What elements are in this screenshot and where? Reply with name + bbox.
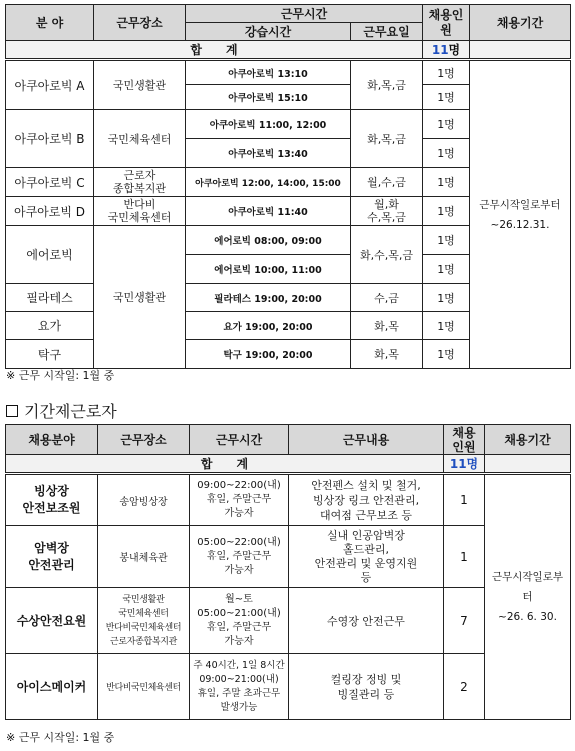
time-cell: 09:00~22:00(내) 휴일, 주말근무 가능자 bbox=[190, 474, 289, 526]
total-label: 합 계 bbox=[6, 41, 423, 60]
total-count: 11명 bbox=[423, 41, 470, 60]
place-cell: 근로자 종합복지관 bbox=[94, 168, 186, 197]
time-cell: 요가 19:00, 20:00 bbox=[186, 312, 351, 340]
count-cell: 1명 bbox=[423, 139, 470, 168]
time-cell: 아쿠아로빅 13:40 bbox=[186, 139, 351, 168]
header-duty: 근무내용 bbox=[289, 425, 444, 455]
duty-cell: 컬링장 정빙 및 빙질관리 등 bbox=[289, 654, 444, 720]
field-cell: 필라테스 bbox=[6, 284, 94, 312]
days-cell: 화,수,목,금 bbox=[351, 226, 423, 284]
field-cell: 빙상장 안전보조원 bbox=[6, 474, 98, 526]
place-cell: 국민생활관 bbox=[94, 60, 186, 110]
place-cell: 국민체육센터 bbox=[94, 110, 186, 168]
time-cell: 05:00~22:00(내) 휴일, 주말근무 가능자 bbox=[190, 526, 289, 588]
days-cell: 화,목,금 bbox=[351, 60, 423, 110]
count-cell: 1명 bbox=[423, 168, 470, 197]
header-place: 근무장소 bbox=[98, 425, 190, 455]
time-cell: 아쿠아로빅 11:40 bbox=[186, 197, 351, 226]
place-cell: 국민생활관 bbox=[94, 226, 186, 369]
time-cell: 아쿠아로빅 13:10 bbox=[186, 60, 351, 85]
period-cell: 근무시작일로부터 ~26. 6. 30. bbox=[485, 474, 571, 720]
time-cell: 에어로빅 08:00, 09:00 bbox=[186, 226, 351, 255]
header-classtime: 강습시간 bbox=[186, 23, 351, 41]
header-time: 근무시간 bbox=[190, 425, 289, 455]
count-cell: 1명 bbox=[423, 284, 470, 312]
time-cell: 탁구 19:00, 20:00 bbox=[186, 340, 351, 369]
field-cell: 아쿠아로빅 A bbox=[6, 60, 94, 110]
count-cell: 1명 bbox=[423, 340, 470, 369]
header-period: 채용기간 bbox=[470, 5, 571, 41]
time-cell: 필라테스 19:00, 20:00 bbox=[186, 284, 351, 312]
section-title: 기간제근로자 bbox=[24, 402, 117, 421]
start-date-note: ※ 근무 시작일: 1월 중 bbox=[6, 731, 115, 744]
time-cell: 주 40시간, 1일 8시간 09:00~21:00(내) 휴일, 주말 초과근무 발생가능 bbox=[190, 654, 289, 720]
count-cell: 1 bbox=[444, 474, 485, 526]
duty-cell: 수영장 안전근무 bbox=[289, 588, 444, 654]
total-count: 11명 bbox=[444, 455, 485, 474]
section-heading bbox=[6, 399, 117, 422]
duty-cell: 실내 인공암벽장 홀드관리, 안전관리 및 운영지원 등 bbox=[289, 526, 444, 588]
time-cell: 월~토 05:00~21:00(내) 휴일, 주말근무 가능자 bbox=[190, 588, 289, 654]
days-cell: 월,화 수,목,금 bbox=[351, 197, 423, 226]
field-cell: 아이스메이커 bbox=[6, 654, 98, 720]
count-cell: 7 bbox=[444, 588, 485, 654]
time-cell: 아쿠아로빅 11:00, 12:00 bbox=[186, 110, 351, 139]
days-cell: 화,목,금 bbox=[351, 110, 423, 168]
time-cell: 아쿠아로빅 15:10 bbox=[186, 85, 351, 110]
time-cell: 에어로빅 10:00, 11:00 bbox=[186, 255, 351, 284]
field-cell: 아쿠아로빅 B bbox=[6, 110, 94, 168]
count-cell: 1명 bbox=[423, 60, 470, 85]
field-cell: 요가 bbox=[6, 312, 94, 340]
count-cell: 1 bbox=[444, 526, 485, 588]
place-cell: 반다비국민체육센터 bbox=[98, 654, 190, 720]
period-cell: 근무시작일로부터 ~26.12.31. bbox=[470, 60, 571, 369]
place-cell: 송암빙상장 bbox=[98, 474, 190, 526]
checkbox-square-icon bbox=[6, 405, 18, 417]
place-cell: 국민생활관 국민체육센터 반다비국민체육센터 근로자종합복지관 bbox=[98, 588, 190, 654]
days-cell: 화,목 bbox=[351, 340, 423, 369]
header-count: 채용 인원 bbox=[444, 425, 485, 455]
header-period: 채용기간 bbox=[485, 425, 571, 455]
field-cell: 아쿠아로빅 D bbox=[6, 197, 94, 226]
field-cell: 암벽장 안전관리 bbox=[6, 526, 98, 588]
count-cell: 2 bbox=[444, 654, 485, 720]
header-count: 채용인 원 bbox=[423, 5, 470, 41]
place-cell: 반다비 국민체육센터 bbox=[94, 197, 186, 226]
days-cell: 수,금 bbox=[351, 284, 423, 312]
count-cell: 1명 bbox=[423, 312, 470, 340]
recruitment-table-fixed-term bbox=[5, 424, 571, 720]
duty-cell: 안전펜스 설치 및 철거, 빙상장 링크 안전관리, 대여점 근무보조 등 bbox=[289, 474, 444, 526]
header-days: 근무요일 bbox=[351, 23, 423, 41]
count-cell: 1명 bbox=[423, 85, 470, 110]
time-cell: 아쿠아로빅 12:00, 14:00, 15:00 bbox=[186, 168, 351, 197]
header-place: 근무장소 bbox=[94, 5, 186, 41]
header-field: 채용분야 bbox=[6, 425, 98, 455]
header-worktime: 근무시간 bbox=[186, 5, 423, 23]
count-cell: 1명 bbox=[423, 197, 470, 226]
field-cell: 탁구 bbox=[6, 340, 94, 369]
start-date-note: ※ 근무 시작일: 1월 중 bbox=[6, 369, 115, 382]
field-cell: 에어로빅 bbox=[6, 226, 94, 284]
place-cell: 봉내체육관 bbox=[98, 526, 190, 588]
count-cell: 1명 bbox=[423, 255, 470, 284]
days-cell: 월,수,금 bbox=[351, 168, 423, 197]
total-label: 합 계 bbox=[6, 455, 444, 474]
field-cell: 아쿠아로빅 C bbox=[6, 168, 94, 197]
count-cell: 1명 bbox=[423, 110, 470, 139]
count-cell: 1명 bbox=[423, 226, 470, 255]
recruitment-table-instructors bbox=[5, 4, 571, 369]
days-cell: 화,목 bbox=[351, 312, 423, 340]
field-cell: 수상안전요원 bbox=[6, 588, 98, 654]
header-field: 분 야 bbox=[6, 5, 94, 41]
